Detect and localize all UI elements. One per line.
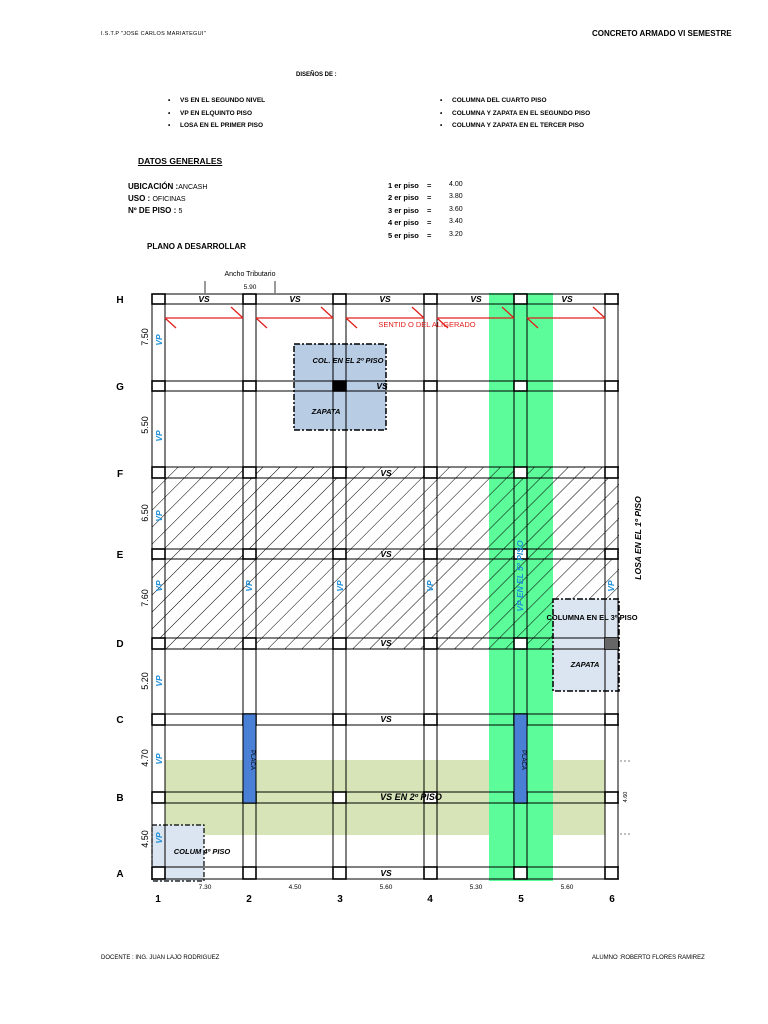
col-label-5: 5 <box>518 894 524 905</box>
design-item: • VP EN ELQUINTO PISO <box>180 110 252 117</box>
column-square <box>243 294 256 304</box>
floor-label: 1 er piso <box>388 181 419 190</box>
column-square <box>152 867 165 879</box>
vp-label: VP <box>154 430 164 442</box>
slab-direction-label: SENTID O DEL ALIGERADO <box>378 320 476 329</box>
floor-eq: = <box>427 231 432 240</box>
floor-eq: = <box>427 181 432 190</box>
vs-label: VS <box>380 714 392 724</box>
vp-label: VP <box>154 580 164 592</box>
course-title: CONCRETO ARMADO VI SEMESTRE <box>592 29 732 38</box>
column-square <box>605 867 618 879</box>
b-strip-right <box>553 760 605 835</box>
location-value: ANCASH <box>178 184 208 191</box>
col-dimension: 5.60 <box>560 884 574 891</box>
design-item: • COLUMNA Y ZAPATA EN EL SEGUNDO PISO <box>452 110 590 117</box>
floor-label: 3 er piso <box>388 206 419 215</box>
column-square <box>605 294 618 304</box>
floor-value: 3.20 <box>449 231 463 238</box>
design-item: • LOSA EN EL PRIMER PISO <box>180 122 263 129</box>
column-square <box>243 549 256 559</box>
column-square <box>243 638 256 649</box>
zapata-label: ZAPATA <box>311 407 341 416</box>
vp-label: VP <box>244 580 254 592</box>
floor-eq: = <box>427 206 432 215</box>
row-dimensions <box>140 328 150 848</box>
floor-label: 4 er piso <box>388 218 419 227</box>
col-dimension: 5.60 <box>379 884 393 891</box>
placa-label: PLACA <box>249 750 255 770</box>
floor-label: 5 er piso <box>388 231 419 240</box>
column-square <box>424 867 437 879</box>
floor-value: 3.80 <box>449 193 463 200</box>
column-square <box>152 714 165 725</box>
floor-eq: = <box>427 218 432 227</box>
column-square <box>514 638 527 649</box>
column-square <box>605 714 618 725</box>
zapata-3rd-label: ZAPATA <box>570 660 600 669</box>
row-dimension: 6.50 <box>140 504 150 522</box>
col-dimensions <box>199 884 574 891</box>
col-3rd-label: COLUMNA EN EL 3º PISO <box>546 613 638 622</box>
column-square <box>243 467 256 478</box>
column-square <box>333 638 346 649</box>
col-label-1: 1 <box>155 894 161 905</box>
column-square <box>514 867 527 879</box>
row-dimension: 4.50 <box>140 830 150 848</box>
column-square <box>605 792 618 803</box>
row-labels <box>116 295 124 880</box>
floors-value: 5 <box>178 208 183 215</box>
placa-label: PLACA <box>520 750 526 770</box>
col-label-3: 3 <box>337 894 343 905</box>
institute-name: I.S.T.P "JOSÉ CARLOS MARIATEGUI" <box>101 31 206 37</box>
floor-value: 4.00 <box>449 181 463 188</box>
column-square <box>243 867 256 879</box>
column-square <box>424 638 437 649</box>
tributary-value: 5.90 <box>243 284 257 291</box>
column-square <box>333 714 346 725</box>
column-square <box>605 381 618 391</box>
column-square <box>333 294 346 304</box>
vs-label: VS <box>380 549 392 559</box>
column-3rd-floor <box>605 638 618 649</box>
vp-label: VP <box>154 334 164 346</box>
vs-label: VS <box>470 294 482 304</box>
vs-label: VS <box>379 294 391 304</box>
plan-title: PLANO A DESARROLLAR <box>147 242 246 251</box>
floor-value: 3.40 <box>449 218 463 225</box>
vp-label: VP <box>335 580 345 592</box>
column-2nd-floor <box>333 381 346 391</box>
vp-label: VP <box>606 580 616 592</box>
column-square <box>152 381 165 391</box>
side-dimension: 4.60 <box>623 791 629 803</box>
vp-label: VP <box>154 675 164 687</box>
column-square <box>514 467 527 478</box>
floor-eq: = <box>427 193 432 202</box>
column-square <box>424 294 437 304</box>
vs-label: VS <box>380 468 392 478</box>
row-dimension: 5.50 <box>140 416 150 434</box>
design-item: • COLUMNA Y ZAPATA EN EL TERCER PISO <box>452 122 584 129</box>
floor-value: 3.60 <box>449 206 463 213</box>
column-square <box>152 549 165 559</box>
column-square <box>424 549 437 559</box>
column-square <box>424 381 437 391</box>
vp-label: VP <box>154 832 164 844</box>
column-square <box>333 792 346 803</box>
row-dimension: 7.60 <box>140 589 150 607</box>
row-label-b: B <box>116 793 124 804</box>
teacher-name: DOCENTE : ING. JUAN LAJO RODRIGUEZ <box>101 955 220 961</box>
tributary-label: Ancho Tributario <box>224 271 276 278</box>
column-square <box>333 467 346 478</box>
col-dimension: 4.50 <box>288 884 302 891</box>
col-dimension: 7.30 <box>198 884 212 891</box>
vs-label: VS <box>376 381 388 391</box>
column-square <box>424 467 437 478</box>
column-square <box>424 714 437 725</box>
column-square <box>243 381 256 391</box>
row-dimension: 5.20 <box>140 672 150 690</box>
row-label-c: C <box>116 715 124 726</box>
row-label-f: F <box>116 469 124 480</box>
column-square <box>152 294 165 304</box>
design-item: • VS EN EL SEGUNDO NIVEL <box>180 97 265 104</box>
row-label-a: A <box>116 869 124 880</box>
column-square <box>152 792 165 803</box>
column-square <box>333 549 346 559</box>
row-dimension: 4.70 <box>140 749 150 767</box>
vs-label: VS <box>380 638 392 648</box>
vp-label: VP <box>154 753 164 765</box>
col-4th-label: COLUM 4º PISO <box>173 847 231 856</box>
column-square <box>605 467 618 478</box>
design-item: • COLUMNA DEL CUARTO PISO <box>452 97 547 104</box>
vs-label: VS <box>198 294 210 304</box>
vp-label: VP <box>154 510 164 522</box>
column-square <box>152 467 165 478</box>
vs-2nd-floor-label: VS EN 2º PISO <box>380 792 442 802</box>
use-label: USO : <box>128 194 151 203</box>
use-value: OFICINAS <box>152 196 186 203</box>
row-label-e: E <box>116 550 124 561</box>
column-square <box>514 294 527 304</box>
location-label: UBICACIÓN : <box>128 182 179 191</box>
col-labels <box>155 894 615 905</box>
vs-label: VS <box>561 294 573 304</box>
row-label-d: D <box>116 639 124 650</box>
column-square <box>514 381 527 391</box>
general-data-title: DATOS GENERALES <box>138 156 223 166</box>
column-square <box>605 549 618 559</box>
losa-1st-floor-label: LOSA EN EL 1º PISO <box>633 496 643 580</box>
row-label-h: H <box>116 295 124 306</box>
col-dimension: 5.30 <box>469 884 483 891</box>
column-square <box>152 638 165 649</box>
col-label-6: 6 <box>609 894 615 905</box>
col-label-2: 2 <box>246 894 252 905</box>
col-label-4: 4 <box>427 894 433 905</box>
designs-title: DISEÑOS DE : <box>296 72 337 78</box>
vs-label: VS <box>289 294 301 304</box>
col-2nd-label: COL. EN EL 2º PISO <box>312 356 384 365</box>
column-square <box>333 867 346 879</box>
row-dimension: 7.50 <box>140 328 150 346</box>
vp-label: VP <box>425 580 435 592</box>
floors-label: Nº DE PISO : <box>128 206 177 215</box>
vp-5th-floor-label: VP EN EL 5º PISO <box>515 540 525 612</box>
floor-label: 2 er piso <box>388 193 419 202</box>
student-name: ALUMNO :ROBERTO FLORES RAMIREZ <box>592 955 705 961</box>
vs-label: VS <box>380 868 392 878</box>
row-label-g: G <box>116 382 124 393</box>
